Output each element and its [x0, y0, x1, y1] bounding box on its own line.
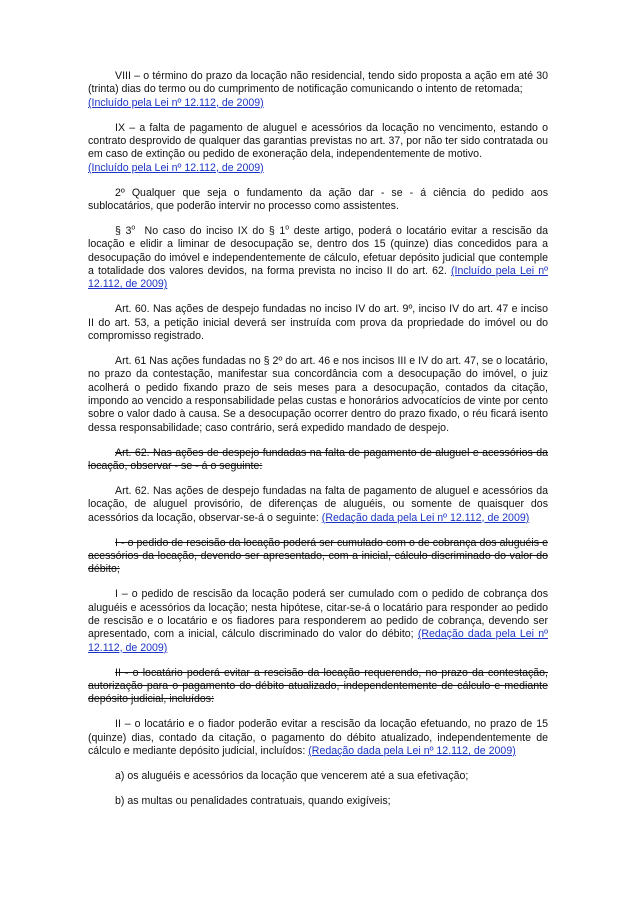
law-reference-link[interactable]: (Incluído pela Lei nº 12.112, de 2009): [88, 96, 264, 109]
paragraph-viii: [88, 70, 548, 110]
law-reference-link[interactable]: (Redação dada pela Lei nº 12.112, de 2009): [88, 628, 548, 654]
paragraph-text: a) os aluguéis e acessórios da locação que vencerem até a sua efetivação;: [115, 769, 469, 782]
paragraph-art-61: [88, 355, 548, 435]
paragraph-text: VIII – o término do prazo da locação não residencial, tendo sido proposta a ação em até 30 (trinta) dias do termo ou do cumprimento de notificação comunicando o intento de retomada;: [88, 70, 548, 96]
paragraph-art-62: [88, 485, 548, 525]
paragraph-art-62-revoked: [88, 447, 548, 474]
paragraph-text: Art. 62. Nas ações de despejo fundadas na falta de pagamento de aluguel e acessórios da locação, de aluguel provisório, de diferenças de aluguéis, ou somente de quaisquer dos acessórios da locação, observar-se-á o seguinte:: [88, 484, 548, 524]
paragraph-a: [88, 770, 548, 783]
paragraph-text: II - o locatário poderá evitar a rescisão da locação requerendo, no prazo da contestação, autorização para o pagamento do débito atualizado, independentemente de cálculo e mediante depósito judicial, incluídos:: [88, 666, 548, 706]
paragraph-text: II – o locatário e o fiador poderão evitar a rescisão da locação efetuando, no prazo de 15 (quinze) dias, contado da citação, o pagamento do débito atualizado, independentemente de cálculo e mediante depósito judicial, incluídos:: [88, 718, 548, 757]
paragraph-3: [88, 225, 548, 292]
paragraph-ii-revoked: [88, 667, 548, 707]
paragraph-text: I – o pedido de rescisão da locação poderá ser cumulado com o pedido de cobrança dos aluguéis e acessórios da locação; nesta hipótese, citar-se-á o locatário para responder ao pedido de rescisão e o locatário e os fiadores para responderem ao pedido de cobrança, devendo ser apresentado, com a inicial, cálculo discriminado do valor do débito;: [88, 588, 548, 641]
law-reference-link[interactable]: (Incluído pela Lei nº 12.112, de 2009): [88, 265, 548, 291]
paragraph-text: I - o pedido de rescisão da locação poderá ser cumulado com o de cobrança dos aluguéis e acessórios da locação, devendo ser apresentado, com a inicial, cálculo discriminado do valor do débito;: [88, 536, 548, 576]
law-reference-link[interactable]: (Redação dada pela Lei nº 12.112, de 2009): [321, 511, 530, 524]
paragraph-i-revoked: [88, 537, 548, 577]
paragraph-text: Art. 62. Nas ações de despejo fundadas na falta de pagamento de aluguel e acessórios da locação, observar - se - á o seguinte:: [88, 446, 548, 473]
paragraph-text: Art. 61 Nas ações fundadas no § 2º do art. 46 e nos incisos III e IV do art. 47, se o locatário, no prazo da contestação, manifestar sua concordância com a desocupação do imóvel, o juiz acolherá o pedido fixando prazo de seis meses para a desocupação, contados da citação, impondo ao vencido a responsabilidade pelas custas e honorários advocatícios de vinte por cento sobre o valor dado à causa. Se a desocupação ocorrer dentro do prazo fixado, o réu ficará isento dessa responsabilidade; caso contrário, será expedido mandado de despejo.: [88, 354, 548, 434]
paragraph-text: deste artigo, poderá o locatário evitar a rescisão da locação e elidir a liminar de desocupação se, dentro dos 15 (quinze) dias concedidos para a desocupação do imóvel e independentemente de cálculo, efetuar depósito judicial que contemple a totalidade dos valores devidos, na forma prevista no inciso II do art. 62.: [88, 224, 548, 278]
paragraph-b: [88, 795, 548, 808]
paragraph-ii: [88, 718, 548, 758]
document-page: [88, 70, 548, 819]
law-reference-link[interactable]: (Redação dada pela Lei nº 12.112, de 2009): [308, 744, 516, 757]
paragraph-text: IX – a falta de pagamento de aluguel e acessórios da locação no vencimento, estando o contrato desprovido de qualquer das garantias previstas no art. 37, por não ter sido contratada ou em caso de extinção ou pedido de exoneração dela, independentemente de motivo.: [88, 121, 548, 161]
paragraph-text: No caso do inciso IX do § 1: [144, 224, 286, 237]
ordinal-sup: o: [285, 224, 290, 232]
law-reference-link[interactable]: (Incluído pela Lei nº 12.112, de 2009): [88, 161, 264, 174]
paragraph-2: [88, 187, 548, 214]
paragraph-text: 2º Qualquer que seja o fundamento da ação dar - se - á ciência do pedido aos sublocatários, que poderão intervir no processo como assistentes.: [88, 186, 548, 213]
paragraph-i: [88, 588, 548, 655]
ordinal-sup: o: [131, 224, 136, 232]
paragraph-ix: [88, 122, 548, 176]
section-number: § 3: [115, 224, 132, 237]
paragraph-text: Art. 60. Nas ações de despejo fundadas no inciso IV do art. 9º, inciso IV do art. 47 e inciso II do art. 53, a petição inicial deverá ser instruída com prova da propriedade do imóvel ou do compromisso registrado.: [88, 303, 548, 343]
paragraph-text: b) as multas ou penalidades contratuais, quando exigíveis;: [115, 794, 391, 807]
paragraph-art-60: [88, 303, 548, 343]
